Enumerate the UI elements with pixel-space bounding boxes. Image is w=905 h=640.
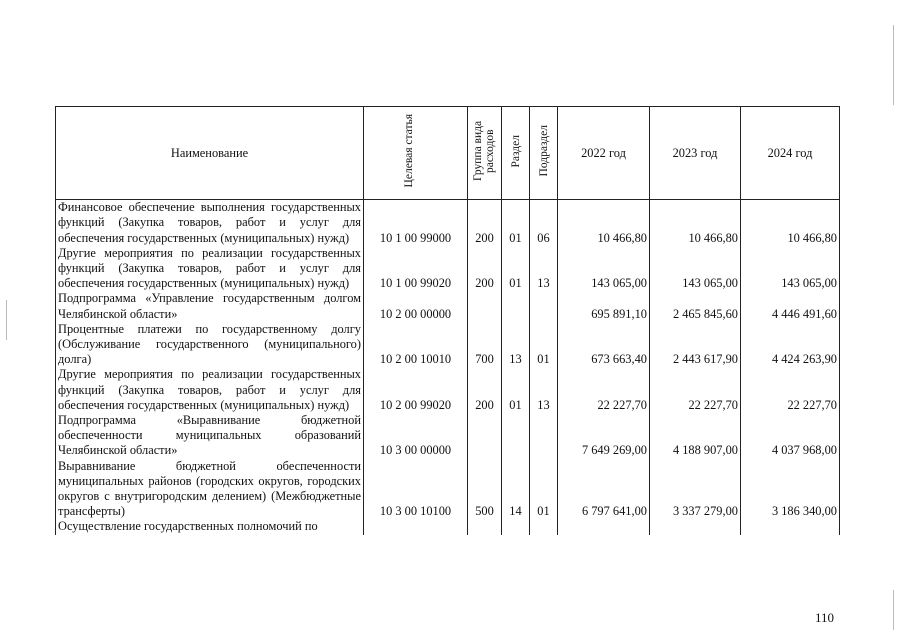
row-2023: 2 465 845,60 <box>650 291 741 321</box>
row-2023: 3 337 279,00 <box>650 459 741 520</box>
table-row <box>56 519 840 534</box>
row-subsection: 13 <box>530 246 558 292</box>
table-header-row <box>56 107 840 200</box>
row-2024: 3 186 340,00 <box>741 459 840 520</box>
page-number: 110 <box>815 610 835 625</box>
row-2022: 10 466,80 <box>558 200 650 246</box>
header-2024: 2024 год <box>741 107 840 200</box>
row-2023 <box>650 519 741 534</box>
row-2022: 22 227,70 <box>558 367 650 413</box>
row-subsection <box>530 291 558 321</box>
header-subsection: Подраздел <box>530 107 558 200</box>
row-code: 10 2 00 99020 <box>364 367 468 413</box>
row-2024: 4 446 491,60 <box>741 291 840 321</box>
scan-margin-mark <box>6 300 7 340</box>
header-2022: 2022 год <box>558 107 650 200</box>
row-code: 10 2 00 10010 <box>364 322 468 368</box>
scan-margin-mark <box>893 25 894 105</box>
row-2024: 4 037 968,00 <box>741 413 840 459</box>
row-name: Подпрограмма «Выравнивание бюджетной обеспеченности муниципальных образований Челябинской области» <box>56 413 364 459</box>
row-name: Процентные платежи по государственному долгу (Обслуживание государственного (муниципального) долга) <box>56 322 364 368</box>
row-name: Другие мероприятия по реализации государственных функций (Закупка товаров, работ и услуг для обеспечения государственных (муниципальных) нужд) <box>56 246 364 292</box>
header-expense-group: Группа вида расходов <box>468 107 502 200</box>
row-subsection: 01 <box>530 459 558 520</box>
row-name: Подпрограмма «Управление государственным долгом Челябинской области» <box>56 291 364 321</box>
row-code: 10 1 00 99000 <box>364 200 468 246</box>
table-row <box>56 367 840 413</box>
row-2024: 22 227,70 <box>741 367 840 413</box>
row-2023: 22 227,70 <box>650 367 741 413</box>
row-group: 700 <box>468 322 502 368</box>
row-2023: 2 443 617,90 <box>650 322 741 368</box>
table-row <box>56 459 840 520</box>
row-2024 <box>741 519 840 534</box>
row-2022: 7 649 269,00 <box>558 413 650 459</box>
row-2022 <box>558 519 650 534</box>
row-subsection: 13 <box>530 367 558 413</box>
row-name: Осуществление государственных полномочий по <box>56 519 364 534</box>
row-section: 14 <box>502 459 530 520</box>
row-subsection <box>530 519 558 534</box>
row-group: 200 <box>468 246 502 292</box>
row-code: 10 3 00 00000 <box>364 413 468 459</box>
row-section: 01 <box>502 200 530 246</box>
row-2022: 673 663,40 <box>558 322 650 368</box>
row-2022: 695 891,10 <box>558 291 650 321</box>
row-name: Выравнивание бюджетной обеспеченности муниципальных районов (городских округов, городских округов с внутригородским делением) (Межбюджетные трансферты) <box>56 459 364 520</box>
row-group <box>468 519 502 534</box>
row-section: 01 <box>502 246 530 292</box>
row-section: 13 <box>502 322 530 368</box>
row-2024: 4 424 263,90 <box>741 322 840 368</box>
row-2024: 10 466,80 <box>741 200 840 246</box>
row-group: 500 <box>468 459 502 520</box>
header-name: Наименование <box>56 107 364 200</box>
row-section <box>502 291 530 321</box>
table-row <box>56 322 840 368</box>
row-2022: 143 065,00 <box>558 246 650 292</box>
row-name: Другие мероприятия по реализации государственных функций (Закупка товаров, работ и услуг для обеспечения государственных (муниципальных) нужд) <box>56 367 364 413</box>
header-section: Раздел <box>502 107 530 200</box>
row-2024: 143 065,00 <box>741 246 840 292</box>
row-subsection: 06 <box>530 200 558 246</box>
scan-margin-mark <box>893 590 894 630</box>
row-code: 10 2 00 00000 <box>364 291 468 321</box>
row-2023: 143 065,00 <box>650 246 741 292</box>
row-code: 10 1 00 99020 <box>364 246 468 292</box>
row-name: Финансовое обеспечение выполнения государственных функций (Закупка товаров, работ и услуг для обеспечения государственных (муниципальных) нужд) <box>56 200 364 246</box>
table-row <box>56 200 840 246</box>
row-section <box>502 413 530 459</box>
row-group <box>468 291 502 321</box>
table-row <box>56 246 840 292</box>
row-subsection: 01 <box>530 322 558 368</box>
table-row <box>56 413 840 459</box>
row-code <box>364 519 468 534</box>
row-group: 200 <box>468 200 502 246</box>
row-2023: 4 188 907,00 <box>650 413 741 459</box>
row-section <box>502 519 530 534</box>
row-code: 10 3 00 10100 <box>364 459 468 520</box>
row-group: 200 <box>468 367 502 413</box>
table-row <box>56 291 840 321</box>
header-target-article: Целевая статья <box>364 107 468 200</box>
row-subsection <box>530 413 558 459</box>
row-2023: 10 466,80 <box>650 200 741 246</box>
row-2022: 6 797 641,00 <box>558 459 650 520</box>
budget-table <box>55 106 840 535</box>
row-group <box>468 413 502 459</box>
row-section: 01 <box>502 367 530 413</box>
header-2023: 2023 год <box>650 107 741 200</box>
